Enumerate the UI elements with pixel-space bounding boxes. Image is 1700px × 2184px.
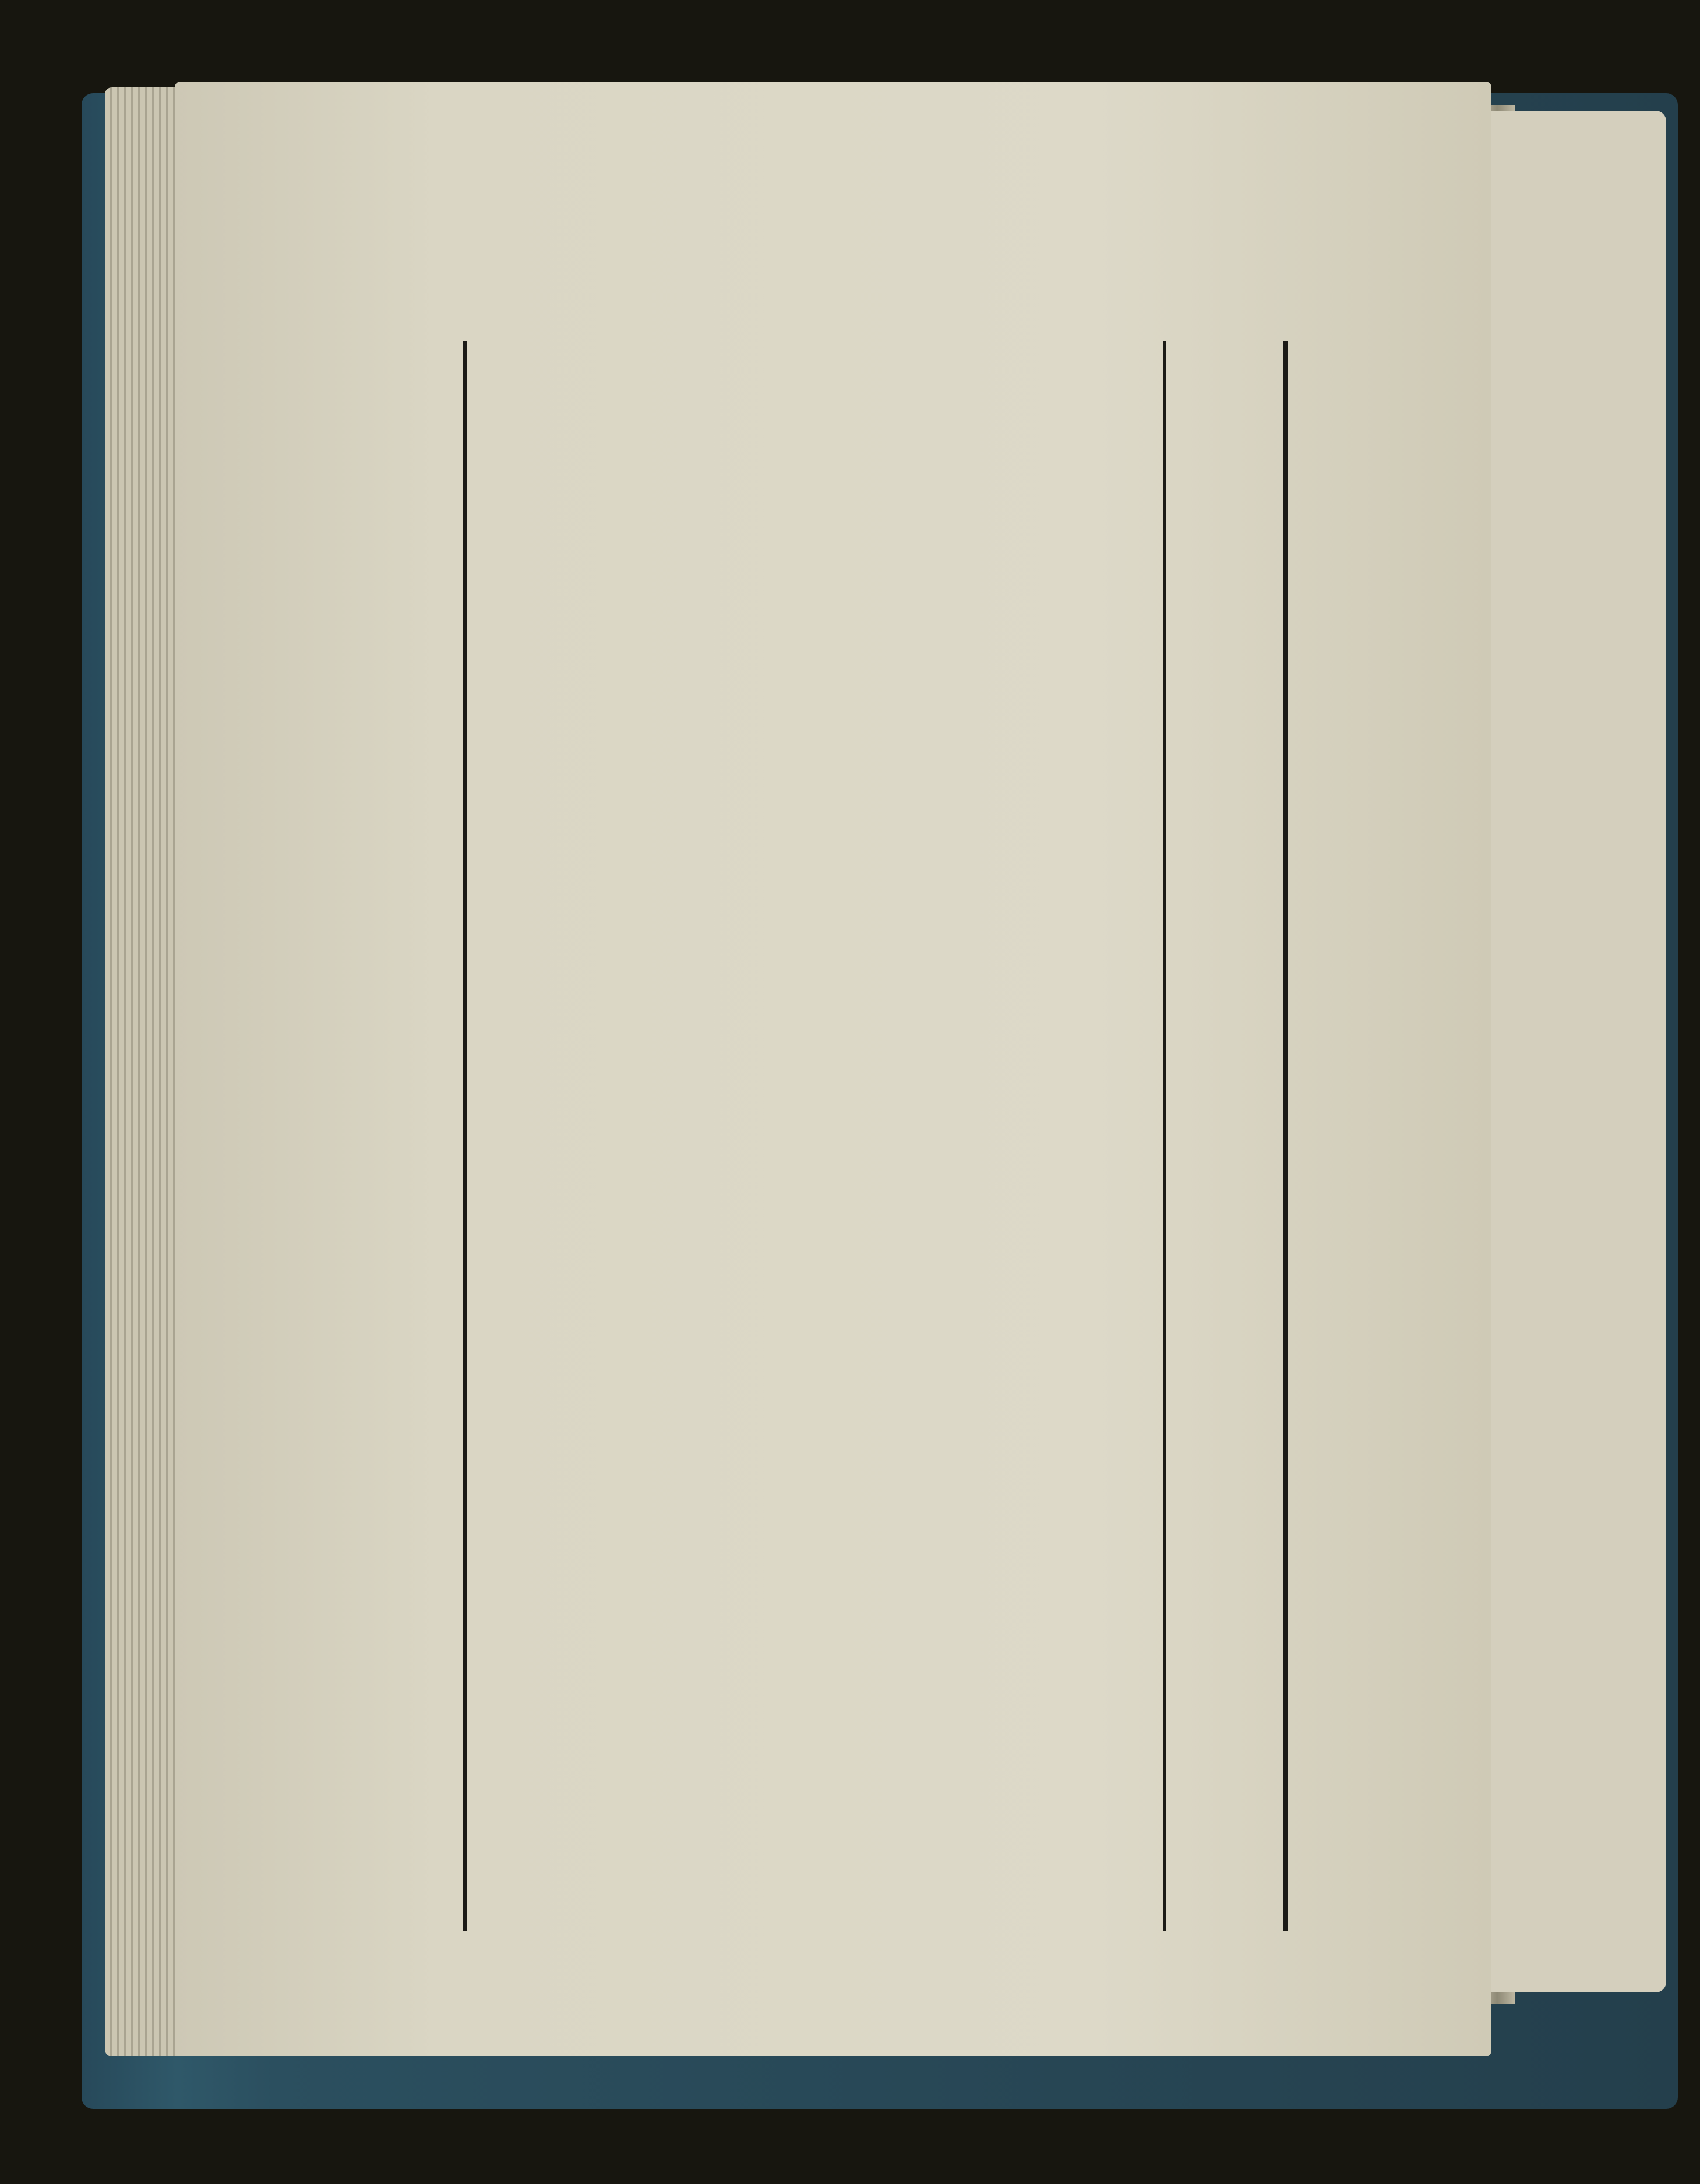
rotated-table [449,341,1357,1931]
table-header-row [1163,341,1283,1931]
data-table [463,341,1288,1931]
facing-page [1491,111,1666,1992]
